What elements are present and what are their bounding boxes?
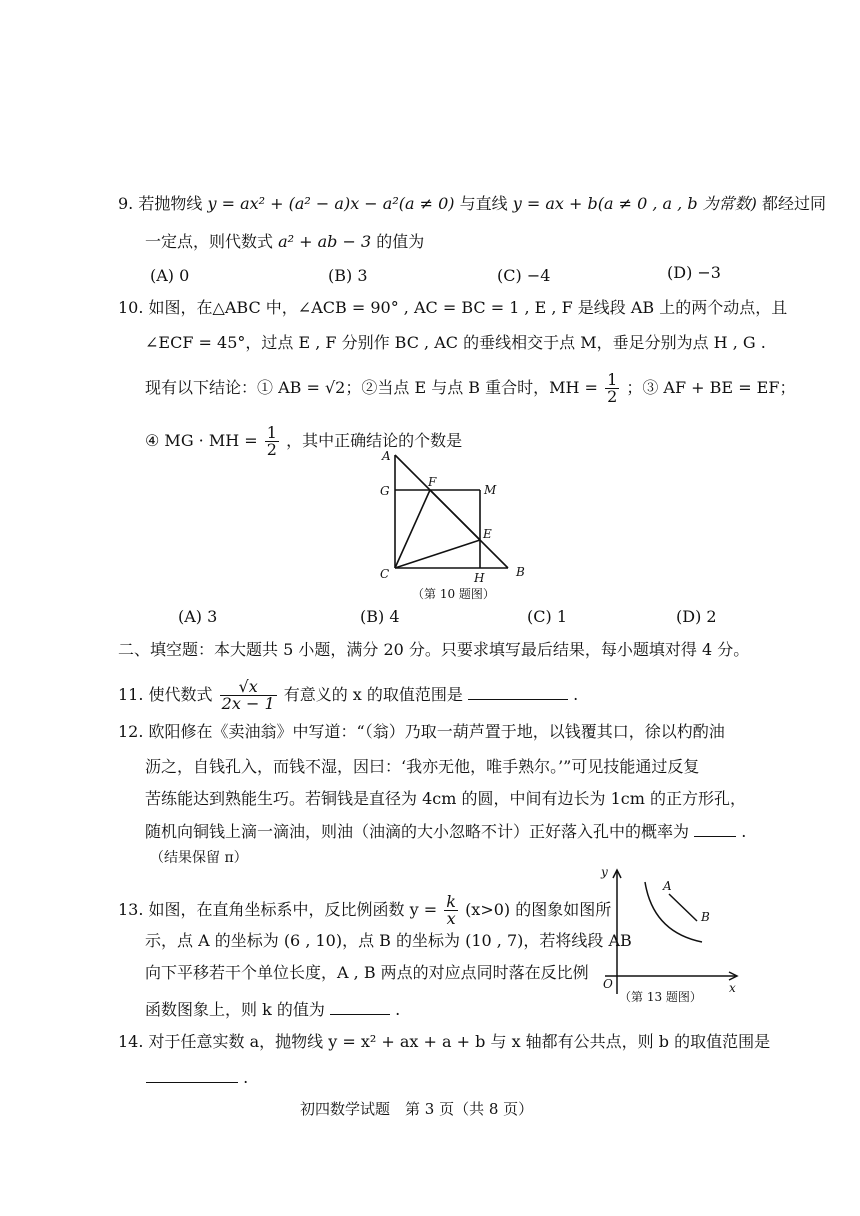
q12-line-5: （结果保留 π） bbox=[150, 850, 248, 866]
q13-figure bbox=[597, 864, 747, 1009]
q13-line-1: 13. 如图，在直角坐标系中，反比例函数 y = $\frac{k}{x}$ (x>0) 的图象如图所 bbox=[118, 892, 612, 928]
fraction-one-half: $\frac{1}{2}$ bbox=[607, 370, 618, 406]
point-b-label: B bbox=[701, 910, 710, 924]
q14-line-1: 14. 对于任意实数 a，抛物线 y = x² + ax + a + b 与 x 轴都有公共点，则 b 的取值范围是 bbox=[118, 1032, 771, 1051]
q12-line-3: 苦练能达到熟能生巧。若铜钱是直径为 4cm 的圆，中间有边长为 1cm 的正方形孔， bbox=[145, 789, 746, 808]
segment-fe bbox=[430, 490, 480, 540]
q14-line-2: . bbox=[146, 1064, 248, 1090]
label-c: C bbox=[380, 567, 390, 581]
q13-line-2: 示，点 A 的坐标为 (6 , 10)，点 B 的坐标为 (10 , 7)，若将线段 AB bbox=[145, 931, 632, 950]
hyperbola-curve bbox=[645, 882, 702, 942]
label-m: M bbox=[484, 483, 497, 497]
section-2-heading: 二、填空题：本大题共 5 小题，满分 20 分。只要求填写最后结果，每小题填对得 4 分。 bbox=[118, 640, 750, 659]
q10-figure-caption: （第 10 题图） bbox=[412, 587, 495, 601]
q14-answer-blank[interactable] bbox=[146, 1064, 238, 1083]
q10-option-c: (C) 1 bbox=[527, 607, 567, 626]
q12-answer-blank[interactable] bbox=[694, 818, 736, 837]
label-b: B bbox=[516, 565, 525, 579]
q10-line-1: 10. 如图，在△ABC 中，∠ACB = 90° , AC = BC = 1 , E , F 是线段 AB 上的两个动点，且 bbox=[118, 298, 788, 317]
q12-line-2: 沥之，自钱孔入，而钱不湿，因曰：‘我亦无他，唯手熟尔。’”可见技能通过反复 bbox=[145, 757, 700, 776]
line-expression: y = ax + b(a ≠ 0 , a , b 为常数) bbox=[512, 194, 757, 213]
label-h: H bbox=[474, 571, 485, 585]
q13-fraction: $\frac{k}{x}$ bbox=[446, 892, 456, 928]
q11-number: 11. bbox=[118, 685, 144, 704]
q10-line-2: ∠ECF = 45°，过点 E , F 分别作 BC , AC 的垂线相交于点 M，垂足分别为点 H , G . bbox=[145, 333, 766, 352]
q13-number: 13. bbox=[118, 900, 144, 919]
q11-line: 11. 使代数式 $\frac{√x}{2x - 1}$ 有意义的 x 的取值范围是 . bbox=[118, 677, 579, 713]
q9-option-b: (B) 3 bbox=[328, 266, 368, 285]
segment-cf bbox=[395, 490, 430, 568]
segment-ce bbox=[395, 540, 480, 568]
q11-answer-blank[interactable] bbox=[468, 681, 568, 700]
q9-line-1: 9. 若抛物线 y = ax² + (a² − a)x − a²(a ≠ 0) 与直线 y = ax + b(a ≠ 0 , a , b 为常数) 都经过同 bbox=[118, 194, 827, 213]
y-axis-label: y bbox=[601, 865, 608, 879]
q13-answer-blank[interactable] bbox=[330, 996, 390, 1015]
q10-option-b: (B) 4 bbox=[360, 607, 400, 626]
segment-ab bbox=[669, 894, 697, 921]
label-f: F bbox=[428, 475, 437, 489]
q9-line-2: 一定点，则代数式 a² + ab − 3 的值为 bbox=[145, 232, 425, 251]
fraction-one-half: $\frac{1}{2}$ bbox=[266, 423, 277, 459]
point-a-label: A bbox=[663, 879, 672, 893]
q10-number: 10. bbox=[118, 298, 144, 317]
q12-line-4: 随机向铜钱上滴一滴油，则油（油滴的大小忽略不计）正好落入孔中的概率为 . bbox=[145, 818, 746, 844]
label-g: G bbox=[380, 484, 390, 498]
q12-number: 12. bbox=[118, 722, 144, 741]
q9-number: 9. bbox=[118, 194, 134, 213]
q13-line-3: 向下平移若干个单位长度，A , B 两点的对应点同时落在反比例 bbox=[145, 963, 589, 982]
x-axis-label: x bbox=[729, 981, 736, 995]
q9-option-c: (C) −4 bbox=[497, 266, 551, 285]
label-a: A bbox=[382, 449, 391, 463]
q9-option-d: (D) −3 bbox=[667, 263, 721, 282]
q10-option-d: (D) 2 bbox=[676, 607, 717, 626]
q12-line-1: 12. 欧阳修在《卖油翁》中写道：“（翁）乃取一葫芦置于地，以钱覆其口，徐以杓酌油 bbox=[118, 722, 725, 741]
page-footer: 初四数学试题 第 3 页（共 8 页） bbox=[300, 1100, 534, 1118]
q11-fraction: $\frac{√x}{2x - 1}$ bbox=[221, 677, 275, 713]
q10-line-4: ④ MG · MH = $\frac{1}{2}$ ，其中正确结论的个数是 bbox=[145, 423, 463, 459]
q9-option-a: (A) 0 bbox=[150, 266, 190, 285]
q10-line-3: 现有以下结论：① AB = √2；②当点 E 与点 B 重合时，MH = $\frac{1}{2}$ ；③ AF + BE = EF； bbox=[145, 370, 796, 406]
q13-figure-caption: （第 13 题图） bbox=[619, 990, 702, 1004]
q10-option-a: (A) 3 bbox=[178, 607, 218, 626]
origin-label: O bbox=[603, 977, 613, 991]
parabola-expression: y = ax² + (a² − a)x − a²(a ≠ 0) bbox=[207, 194, 455, 213]
q13-line-4: 函数图象上，则 k 的值为 . bbox=[145, 996, 400, 1022]
label-e: E bbox=[483, 527, 492, 541]
q14-number: 14. bbox=[118, 1032, 144, 1051]
q10-figure bbox=[370, 448, 550, 608]
